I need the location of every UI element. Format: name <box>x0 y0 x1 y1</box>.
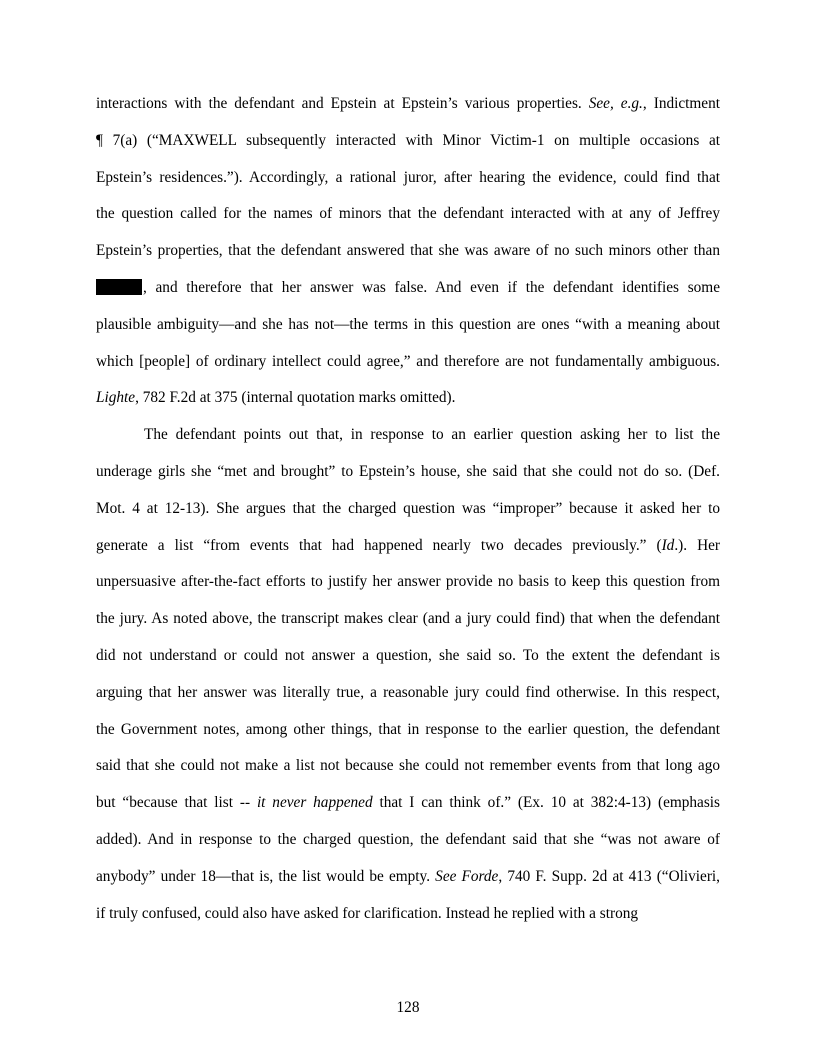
text-run: underage girls she “met and brought” to Epstein’s house, she said that she could not do so. (Def. <box>96 463 720 480</box>
italic-citation: Id <box>661 536 675 554</box>
text-run: The defendant points out that, in response to an earlier question asking her to list the <box>144 426 720 444</box>
text-run: the jury. As noted above, the transcript makes clear (and a jury could find) that when the defendant <box>96 610 720 628</box>
text-run: , Indictment <box>642 95 720 112</box>
text-run: added). And in response to the charged question, the defendant said that she “was not aware of <box>96 831 720 848</box>
text-run: the Government notes, among other things, that in response to the earlier question, the defendant <box>96 720 720 738</box>
text-line <box>96 572 720 592</box>
text-line <box>96 241 720 261</box>
text-run: ¶ 7(a) (“MAXWELL subsequently interacted with Minor Victim-1 on multiple occasions at <box>96 131 720 149</box>
text-line <box>96 352 720 372</box>
text-run: did not understand or could not answer a question, she said so. To the extent the defendant is <box>96 647 720 664</box>
text-line <box>96 204 720 224</box>
text-line <box>96 867 720 887</box>
redaction-box <box>96 279 142 295</box>
italic-citation: See Forde <box>435 867 499 885</box>
text-run: plausible ambiguity—and she has not—the terms in this question are ones “with a meaning about <box>96 315 720 333</box>
text-line <box>96 499 720 519</box>
text-line <box>96 536 720 556</box>
text-line <box>96 720 720 740</box>
text-run: anybody” under 18—that is, the list would be empty. <box>96 867 436 885</box>
text-line <box>144 425 720 445</box>
text-run: said that she could not make a list not because she could not remember events from that long ago <box>96 757 720 775</box>
text-run: interactions with the defendant and Epstein at Epstein’s various properties. <box>96 95 589 112</box>
text-run: generate a list “from events that had happened nearly two decades previously.” ( <box>96 536 662 554</box>
text-line <box>96 278 720 298</box>
text-run: arguing that her answer was literally true, a reasonable jury could find otherwise. In this respect, <box>96 683 720 701</box>
italic-citation: Lighte <box>96 389 136 407</box>
text-run: , 782 F.2d at 375 (internal quotation marks omitted). <box>135 389 456 407</box>
text-line <box>96 904 720 924</box>
text-run: that I can think of.” (Ex. 10 at 382:4-13) (emphasis <box>372 794 720 812</box>
text-line <box>96 793 720 813</box>
text-run: .). Her <box>674 536 720 554</box>
text-line <box>96 388 720 408</box>
text-line <box>96 94 720 114</box>
text-line <box>96 683 720 703</box>
text-line <box>96 646 720 666</box>
page-number: 128 <box>396 999 420 1016</box>
text-line <box>96 131 720 151</box>
text-run: if truly confused, could also have asked for clarification. Instead he replied with a strong <box>96 904 639 922</box>
text-run: Epstein’s properties, that the defendant answered that she was aware of no such minors other than <box>96 242 720 260</box>
text-run: Mot. 4 at 12-13). She argues that the charged question was “improper” because it asked her to <box>96 499 720 517</box>
text-run: the question called for the names of minors that the defendant interacted with at any of Jeffrey <box>96 205 720 223</box>
text-line <box>96 168 720 188</box>
text-run: , and therefore that her answer was false. And even if the defendant identifies some <box>143 279 720 296</box>
text-line <box>96 830 720 850</box>
text-line <box>96 462 720 482</box>
text-run: which [people] of ordinary intellect could agree,” and therefore are not fundamentally ambiguous. <box>96 352 720 370</box>
text-run: but “because that list -- <box>96 794 257 812</box>
italic-citation: it never happened <box>256 794 373 812</box>
text-run: , 740 F. Supp. 2d at 413 (“Olivieri, <box>498 867 720 885</box>
text-run: unpersuasive after-the-fact efforts to justify her answer provide no basis to keep this question from <box>96 573 720 591</box>
text-line <box>96 609 720 629</box>
text-line <box>96 315 720 335</box>
text-run: Epstein’s residences.”). Accordingly, a rational juror, after hearing the evidence, could find that <box>96 168 720 186</box>
italic-citation: See, e.g. <box>588 95 643 112</box>
text-line <box>96 756 720 776</box>
